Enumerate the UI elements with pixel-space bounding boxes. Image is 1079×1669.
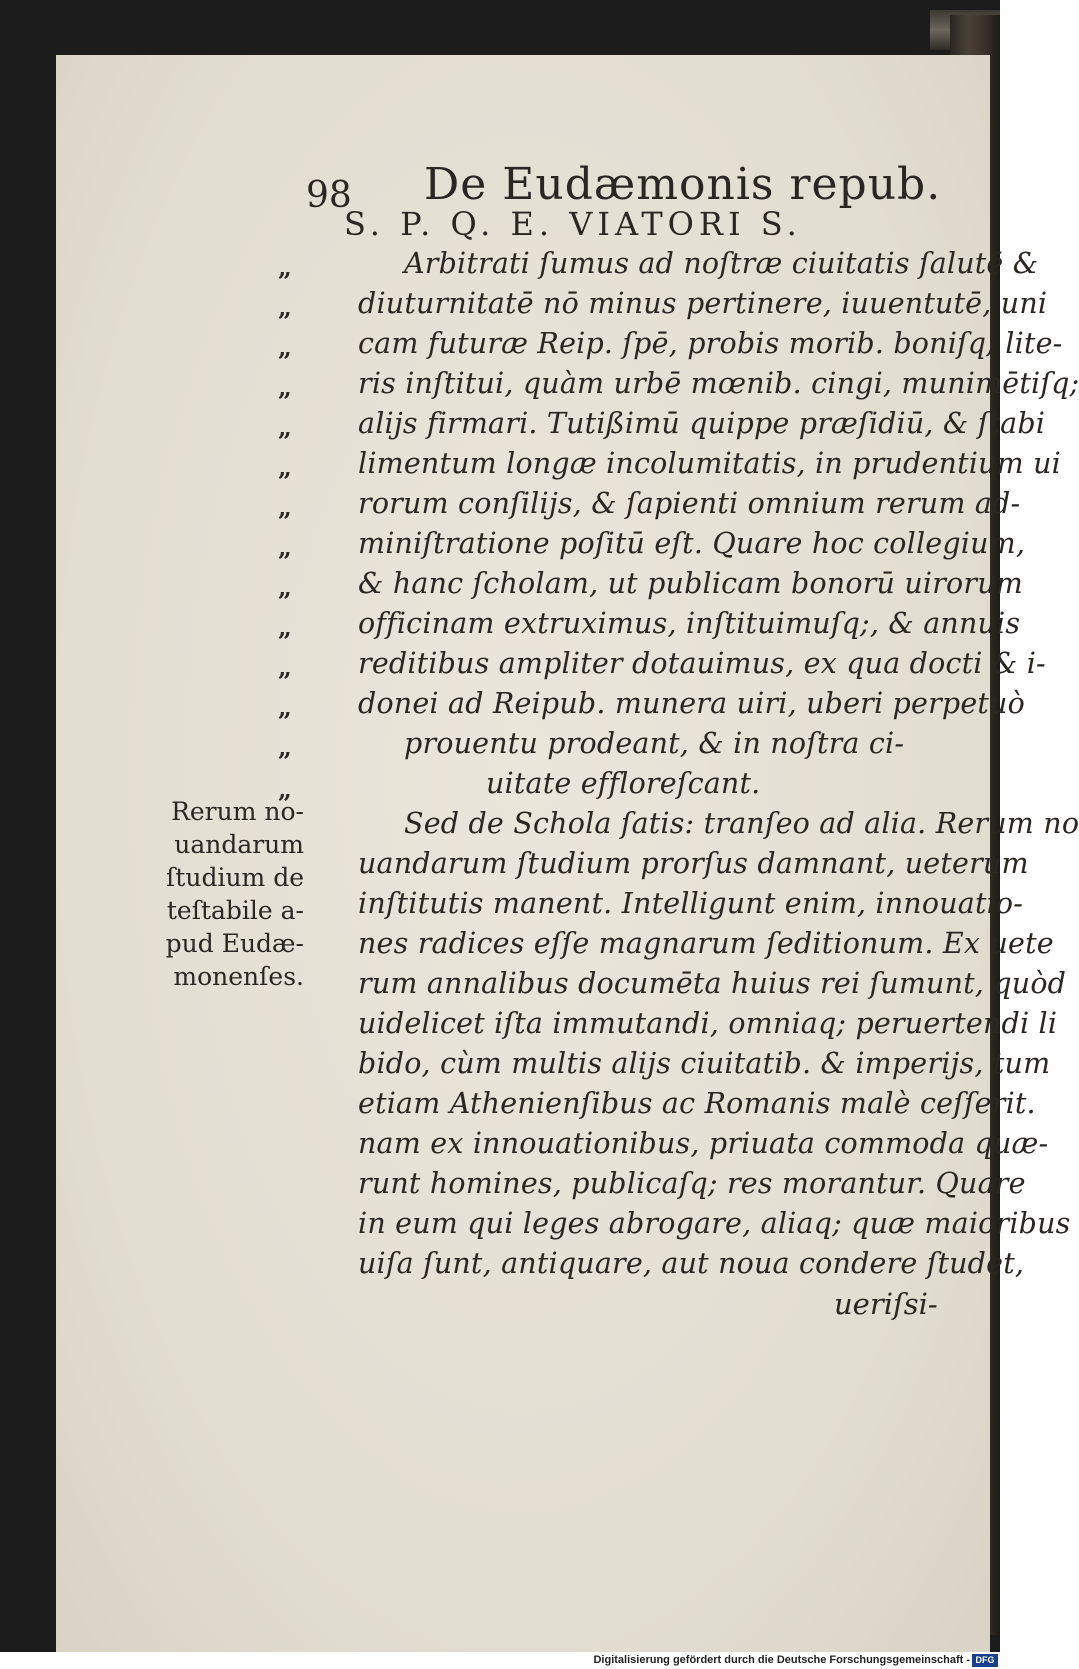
body-line: Sed de Schola ſatis: tranſeo ad alia. Rerum no bbox=[404, 807, 1079, 840]
margin-note-line: Rerum no- bbox=[171, 797, 304, 826]
margin-note-line: teſtabile a- bbox=[166, 896, 304, 925]
body-line: rorum conſilijs, & ſapienti omnium rerum ad- bbox=[358, 487, 1021, 520]
page-number: 98 bbox=[306, 175, 352, 216]
body-line: diuturnitatē nō minus pertinere, iuuentutē, uni bbox=[358, 287, 1048, 320]
body-line: reditibus ampliter dotauimus, ex qua docti & i- bbox=[358, 647, 1046, 680]
body-line: inſtitutis manent. Intelligunt enim, innouatio- bbox=[358, 887, 1024, 920]
body-line: rum annalibus documēta huius rei ſumunt, quòd bbox=[358, 967, 1067, 1000]
margin-note-line: uandarum bbox=[174, 830, 304, 859]
margin-note-line: ſtudium de bbox=[166, 863, 304, 892]
body-line: cam futuræ Reip. ſpē, probis morib. boniſq; lite- bbox=[358, 327, 1063, 360]
body-line: Arbitrati ſumus ad noſtræ ciuitatis ſalutē & bbox=[404, 247, 1039, 280]
body-line: & hanc ſcholam, ut publicam bonorū uirorum bbox=[358, 567, 1024, 600]
catchword: ueriſsi- bbox=[834, 1287, 938, 1321]
body-line: officinam extruximus, inſtituimuſq;, & annuis bbox=[358, 607, 1021, 640]
body-line: nam ex innouationibus, priuata commoda quæ- bbox=[358, 1127, 1049, 1160]
quote-mark: „ bbox=[278, 493, 292, 522]
body-line: uidelicet iſta immutandi, omniaq; peruertendi li bbox=[358, 1007, 1058, 1040]
body-line: etiam Athenienſibus ac Romanis malè ceſſerit. bbox=[358, 1087, 1036, 1120]
quote-mark: „ bbox=[278, 453, 292, 482]
body-line: alijs firmari. Tutißimū quippe præſidiū, & ſtabi bbox=[358, 407, 1046, 440]
body-line: uiſa ſunt, antiquare, aut noua condere ſtudet, bbox=[358, 1247, 1025, 1280]
running-title: De Eudæmonis repub. bbox=[424, 159, 942, 210]
quote-mark: „ bbox=[278, 253, 292, 282]
quote-mark: „ bbox=[278, 413, 292, 442]
margin-note-line: pud Eudæ- bbox=[165, 929, 304, 958]
quote-mark: „ bbox=[278, 613, 292, 642]
body-line: miniſtratione poſitū eſt. Quare hoc collegium, bbox=[358, 527, 1026, 560]
body-line: bido, cùm multis alijs ciuitatib. & imperijs, tum bbox=[358, 1047, 1051, 1080]
quote-mark: „ bbox=[278, 693, 292, 722]
body-line: runt homines, publicaſq; res morantur. Quare bbox=[358, 1167, 1026, 1200]
quote-mark: „ bbox=[278, 333, 292, 362]
body-line: uitate effloreſcant. bbox=[486, 767, 761, 800]
body-line: in eum qui leges abrogare, aliaq; quæ maioribus bbox=[358, 1207, 1071, 1240]
body-line: donei ad Reipub. munera uiri, uberi perpetuò bbox=[358, 687, 1025, 720]
body-line: nes radices eſſe magnarum ſeditionum. Ex uete bbox=[358, 927, 1054, 960]
dfg-logo: DFG bbox=[972, 1654, 998, 1667]
quote-mark: „ bbox=[278, 775, 292, 804]
book-page bbox=[56, 55, 1079, 1653]
body-line: ris inſtitui, quàm urbē mœnib. cingi, munimētiſq; bbox=[358, 367, 1079, 400]
body-line: prouentu prodeant, & in noſtra ci- bbox=[404, 727, 905, 760]
quote-mark: „ bbox=[278, 533, 292, 562]
margin-note bbox=[156, 795, 304, 993]
quote-mark: „ bbox=[278, 653, 292, 682]
salutation-heading: S. P. Q. E. VIATORI S. bbox=[344, 205, 802, 243]
footer-credit-text: Digitalisierung gefördert durch die Deutsche Forschungsgemeinschaft - bbox=[593, 1654, 970, 1666]
quote-mark: „ bbox=[278, 573, 292, 602]
body-line: limentum longæ incolumitatis, in prudentium ui bbox=[358, 447, 1061, 480]
quote-mark: „ bbox=[278, 733, 292, 762]
body-line: uandarum ſtudium prorſus damnant, ueterum bbox=[358, 847, 1029, 880]
footer-credit bbox=[0, 1652, 1000, 1669]
quote-mark: „ bbox=[278, 293, 292, 322]
quote-mark: „ bbox=[278, 373, 292, 402]
margin-note-line: monenſes. bbox=[173, 962, 304, 991]
